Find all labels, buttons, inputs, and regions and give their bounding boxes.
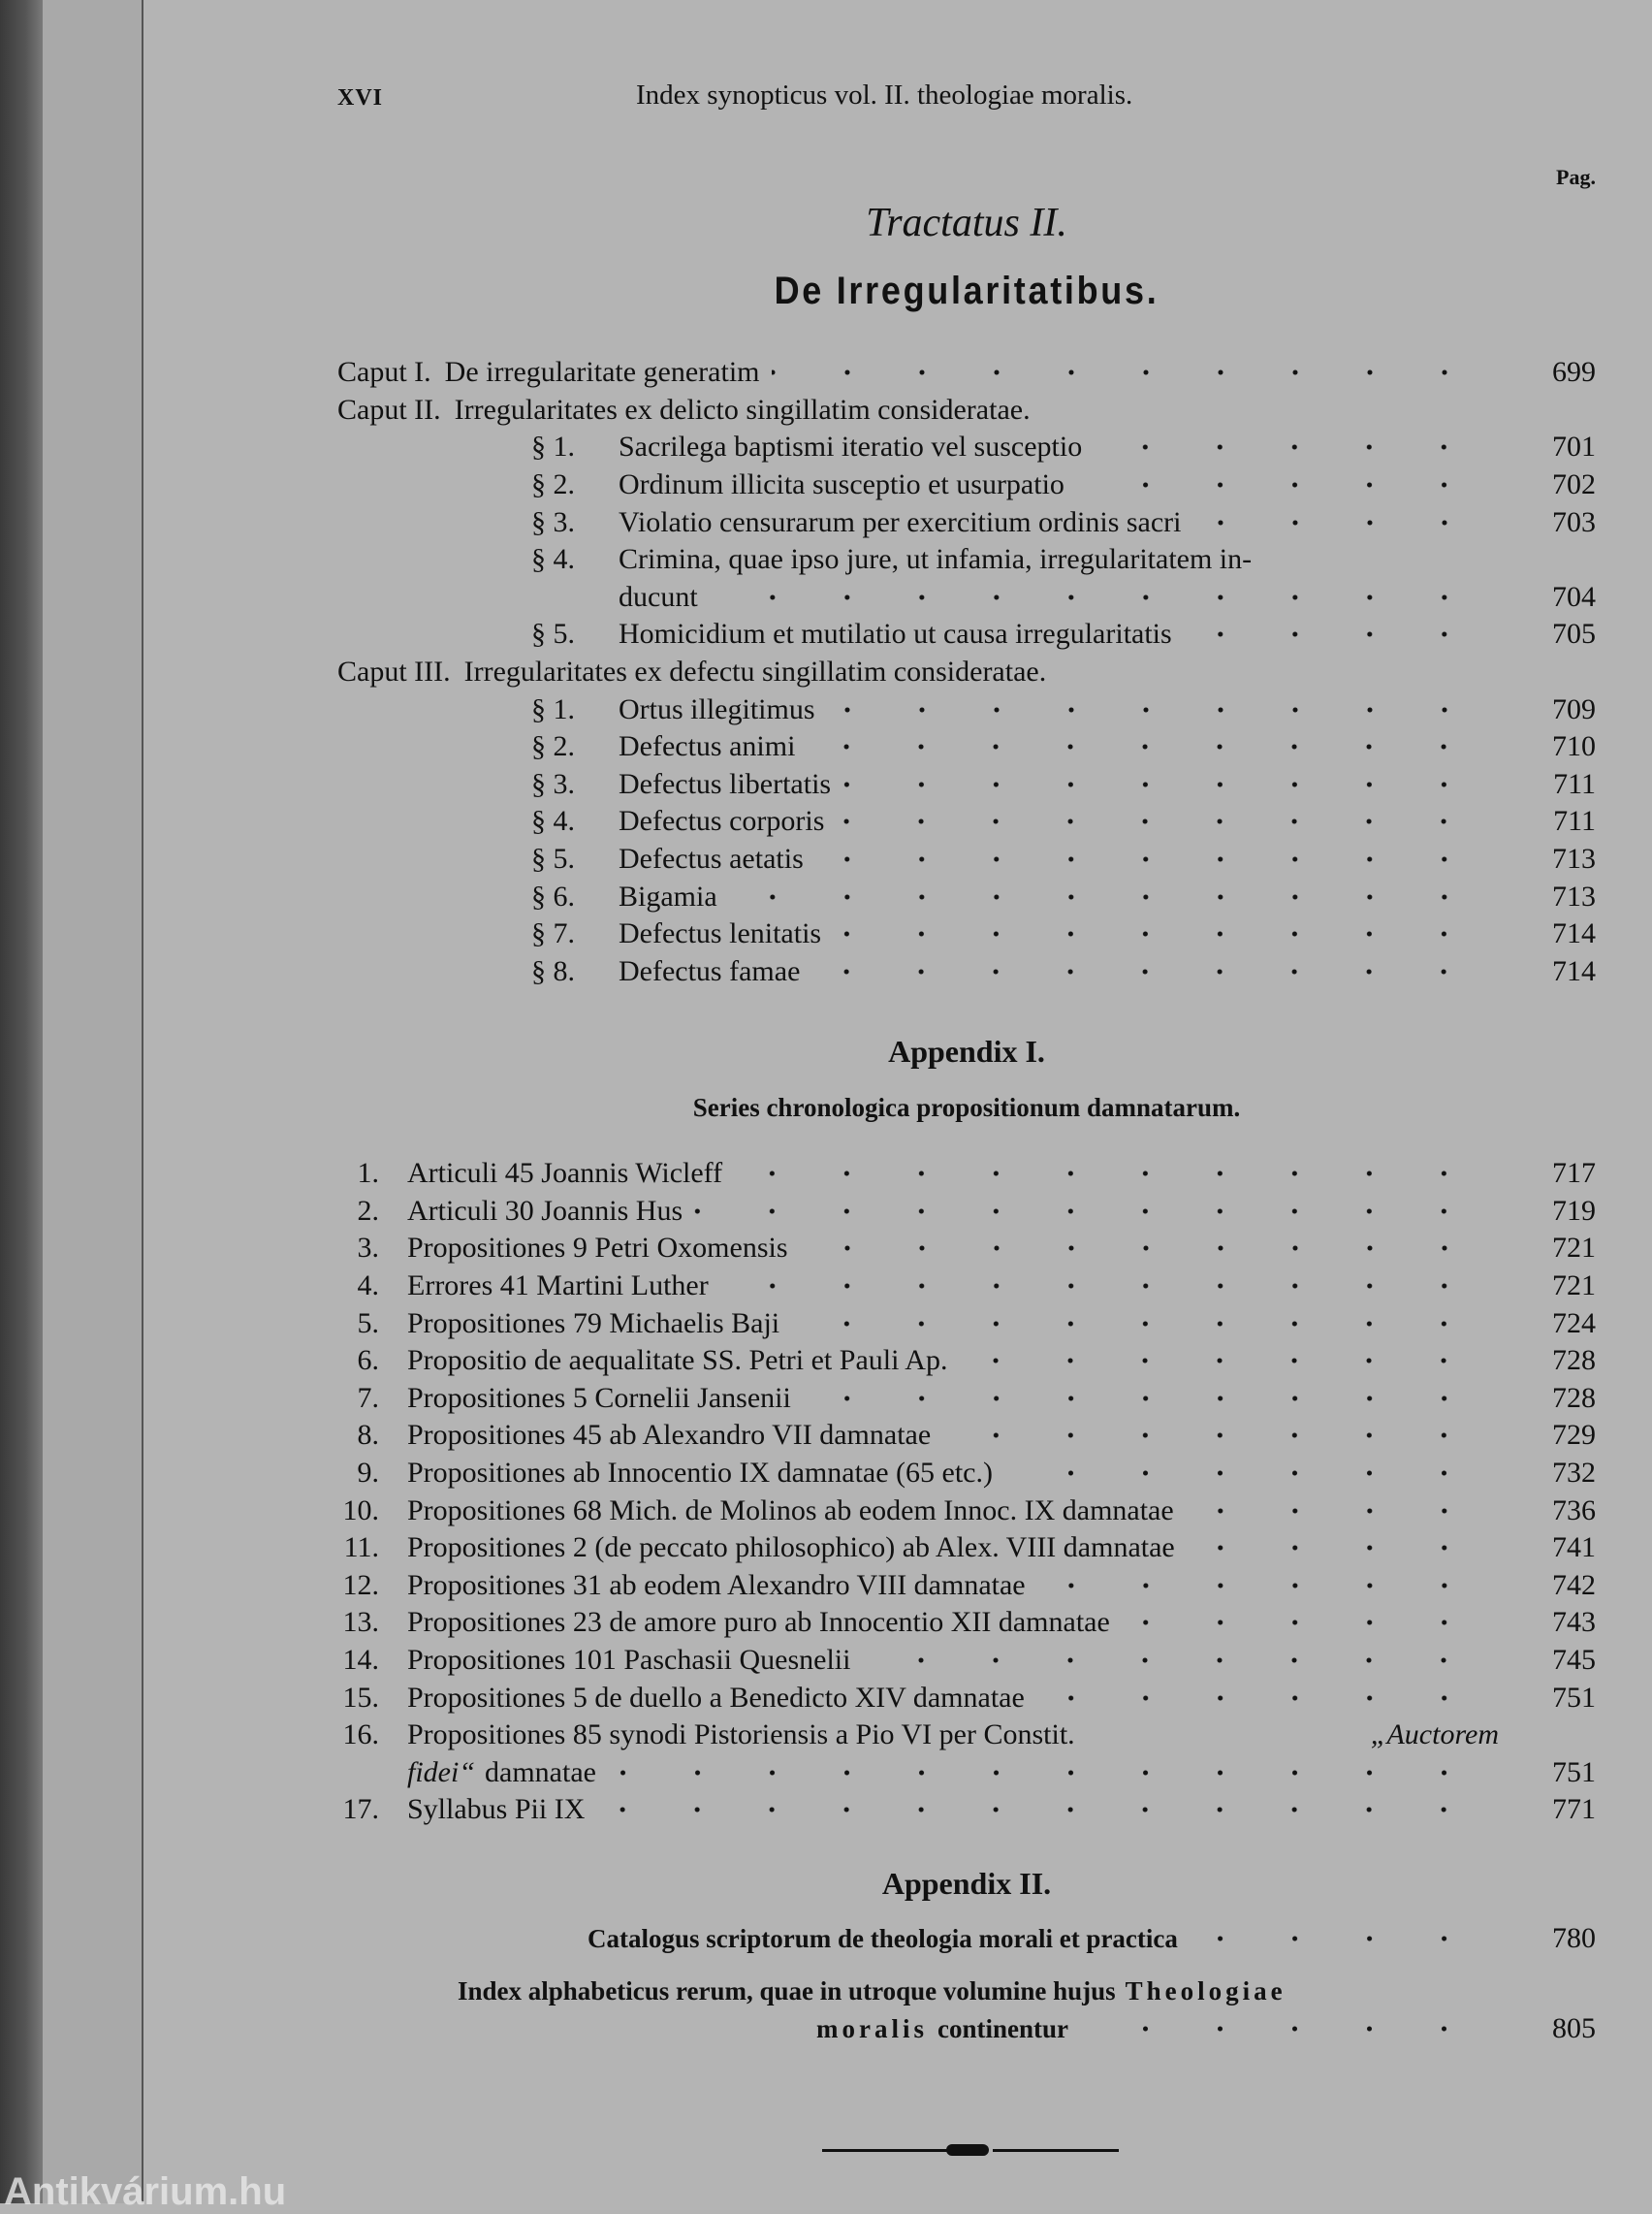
dot-leader	[772, 354, 1482, 391]
proposition-entry	[337, 1604, 1596, 1642]
proposition-entry	[337, 1193, 1596, 1231]
chapter-entry	[337, 654, 1596, 691]
index-entry-line2	[337, 2010, 1596, 2048]
index-title: continentur	[937, 2013, 1068, 2043]
proposition-entry	[337, 1455, 1596, 1492]
item-title: Propositiones 45 ab Alexandro VII damnatae	[407, 1419, 932, 1452]
dot-leader	[1184, 616, 1481, 653]
section-title-continuation: ducunt	[619, 580, 698, 613]
dot-leader	[729, 879, 1481, 915]
page-number: 713	[1552, 843, 1596, 876]
page-number: 699	[1552, 356, 1596, 389]
item-number: 2.	[357, 1194, 379, 1227]
section-label: § 3.	[531, 767, 575, 800]
section-title: Defectus lenitatis	[619, 917, 822, 950]
tractatus-title: Tractatus II.	[866, 201, 1067, 245]
proposition-entry	[337, 1679, 1596, 1717]
page-number: 711	[1553, 767, 1596, 800]
section-title: Sacrilega baptismi iteratio vel susceptio	[619, 431, 1083, 464]
item-number: 7.	[357, 1381, 379, 1414]
item-number: 12.	[342, 1568, 379, 1601]
item-title: Propositiones 9 Petri Oxomensis	[407, 1232, 788, 1265]
page-number: 710	[1552, 730, 1596, 763]
index-entry-line1	[337, 1973, 1596, 2011]
section-title: Violatio censurarum per exercitium ordinis sacri	[619, 505, 1182, 538]
page-number: 743	[1552, 1606, 1596, 1639]
section-label: § 7.	[531, 917, 575, 950]
dot-leader	[1076, 466, 1481, 503]
proposition-entry	[337, 1791, 1596, 1829]
section-entry	[337, 878, 1596, 915]
proposition-entry	[337, 1492, 1596, 1529]
item-title: Propositiones ab Innocentio IX damnatae (65 etc.)	[407, 1457, 993, 1490]
section-label: § 1.	[531, 692, 575, 725]
page-number: 709	[1552, 692, 1596, 725]
proposition-entry	[337, 1304, 1596, 1342]
section-label: § 5.	[531, 618, 575, 651]
dot-leader	[1004, 1455, 1481, 1492]
section-entry	[337, 503, 1596, 541]
page-number: 745	[1552, 1644, 1596, 1677]
item-title: Articuli 45 Joannis Wicleff	[407, 1157, 723, 1190]
page-number: 713	[1552, 880, 1596, 913]
running-title: Index synopticus vol. II. theologiae moralis.	[636, 80, 1133, 111]
dot-leader	[791, 1305, 1481, 1342]
page-number: 751	[1552, 1755, 1596, 1788]
item-title-continuation: damnatae	[485, 1755, 596, 1788]
dot-leader	[1122, 1604, 1481, 1641]
proposition-entry	[337, 1342, 1596, 1380]
section-title: Ortus illegitimus	[619, 692, 815, 725]
propositions-list	[337, 1155, 1596, 1829]
page-number: 721	[1552, 1232, 1596, 1265]
catalogus-title: Catalogus scriptorum de theologia morali et practica	[588, 1923, 1178, 1953]
page-number: 728	[1552, 1381, 1596, 1414]
dot-leader	[842, 766, 1481, 803]
proposition-entry	[337, 1567, 1596, 1605]
section-entry	[337, 466, 1596, 504]
dot-leader	[800, 1230, 1481, 1267]
page-number: 724	[1552, 1306, 1596, 1339]
dot-leader	[710, 579, 1481, 616]
item-number: 11.	[343, 1531, 379, 1564]
dot-leader	[734, 1155, 1481, 1192]
chapter-label: Caput III.	[337, 656, 451, 689]
pag-label: Pag.	[1556, 165, 1596, 189]
section-entry	[337, 728, 1596, 766]
page-number: 703	[1552, 505, 1596, 538]
chapter-title: Irregularitates ex defectu singillatim consideratae.	[463, 656, 1047, 689]
item-number: 8.	[357, 1419, 379, 1452]
item-title: Propositiones 5 Cornelii Jansenii	[407, 1381, 791, 1414]
section-entry	[337, 541, 1596, 579]
section-title: Defectus animi	[619, 730, 796, 763]
watermark: Antikvárium.hu	[4, 2170, 287, 2213]
page-number: 742	[1552, 1568, 1596, 1601]
dot-leader	[803, 1380, 1481, 1417]
proposition-entry	[337, 1380, 1596, 1418]
item-title-italic: „Auctorem	[1370, 1718, 1499, 1751]
item-title: Propositiones 5 de duello a Benedicto XIV damnatae	[407, 1681, 1025, 1714]
page-folio: XVI	[337, 85, 384, 111]
proposition-entry	[337, 1417, 1596, 1455]
dot-leader	[608, 1754, 1481, 1791]
section-label: § 1.	[531, 431, 575, 464]
item-title: Errores 41 Martini Luther	[407, 1269, 709, 1302]
page-number: 702	[1552, 468, 1596, 501]
dot-leader	[833, 915, 1481, 952]
dot-leader	[1094, 429, 1481, 465]
dot-leader	[811, 953, 1481, 990]
section-label: § 2.	[531, 468, 575, 501]
page-number: 729	[1552, 1419, 1596, 1452]
page-number: 805	[1552, 2012, 1596, 2045]
item-title: Propositiones 79 Michaelis Baji	[407, 1306, 780, 1339]
section-entry	[337, 953, 1596, 991]
index-title-spaced: Theologiae	[1125, 1976, 1287, 2006]
page-number: 704	[1552, 580, 1596, 613]
section-entry	[337, 429, 1596, 466]
item-title: Propositiones 101 Paschasii Quesnelii	[407, 1644, 851, 1677]
item-number: 13.	[342, 1606, 379, 1639]
section-title: Crimina, quae ipso jure, ut infamia, irregularitatem in-	[619, 543, 1253, 576]
page-number: 701	[1552, 431, 1596, 464]
item-number: 17.	[342, 1793, 379, 1826]
page-number: 732	[1552, 1457, 1596, 1490]
dot-leader	[1186, 1492, 1481, 1529]
section-title: Ordinum illicita susceptio et usurpatio	[619, 468, 1064, 501]
dot-leader	[862, 1642, 1481, 1679]
chapter-label: Caput II.	[337, 393, 441, 426]
section-entry	[337, 915, 1596, 953]
item-number: 3.	[357, 1232, 379, 1265]
dot-leader	[1187, 1529, 1481, 1566]
section-label: § 4.	[531, 543, 575, 576]
dot-leader	[1190, 1920, 1481, 1957]
page-number: 717	[1552, 1157, 1596, 1190]
item-title: Propositiones 68 Mich. de Molinos ab eodem Innoc. IX damnatae	[407, 1493, 1174, 1526]
dot-leader	[807, 728, 1481, 765]
dot-leader	[720, 1267, 1481, 1304]
item-title-italic: fidei“	[407, 1755, 476, 1788]
page-number: 771	[1552, 1793, 1596, 1826]
section-entry	[337, 803, 1596, 841]
page-number: 780	[1552, 1922, 1596, 1955]
book-binding	[0, 0, 43, 2203]
page-number: 719	[1552, 1194, 1596, 1227]
proposition-entry	[337, 1717, 1596, 1754]
section-label: § 6.	[531, 880, 575, 913]
section-entry	[337, 616, 1596, 654]
proposition-entry	[337, 1642, 1596, 1680]
page-number: 741	[1552, 1531, 1596, 1564]
dot-leader	[1037, 1567, 1481, 1604]
appendix1-title: Appendix I.	[888, 1034, 1045, 1069]
page-number: 714	[1552, 917, 1596, 950]
page-number: 721	[1552, 1269, 1596, 1302]
dot-leader	[942, 1417, 1481, 1454]
chapter-entry	[337, 392, 1596, 430]
page-number: 751	[1552, 1681, 1596, 1714]
appendix1-subtitle: Series chronologica propositionum damnatarum.	[692, 1093, 1241, 1122]
tractatus-subtitle: De Irregularitatibus.	[774, 270, 1160, 312]
dot-leader	[596, 1791, 1481, 1828]
item-number: 6.	[357, 1344, 379, 1377]
page-number: 714	[1552, 954, 1596, 987]
index-title: Index alphabeticus rerum, quae in utroque volumine hujus	[458, 1976, 1116, 2006]
dot-leader	[836, 803, 1481, 840]
dot-leader	[1193, 504, 1481, 541]
chapter-title: Irregularitates ex delicto singillatim consideratae.	[454, 393, 1031, 426]
item-number: 14.	[342, 1644, 379, 1677]
item-title: Syllabus Pii IX	[407, 1793, 586, 1826]
page-number: 736	[1552, 1493, 1596, 1526]
ornament-rule	[822, 2147, 1119, 2153]
dot-leader	[815, 841, 1481, 878]
dot-leader	[827, 691, 1482, 728]
page-number: 705	[1552, 618, 1596, 651]
section-entry	[337, 841, 1596, 879]
item-number: 9.	[357, 1457, 379, 1490]
section-title: Defectus aetatis	[619, 843, 804, 876]
dot-leader	[1080, 2010, 1481, 2047]
page-gutter	[43, 0, 143, 2203]
proposition-entry	[337, 1155, 1596, 1193]
item-number: 16.	[342, 1718, 379, 1751]
catalogus-entry	[337, 1920, 1596, 1958]
item-number: 4.	[357, 1269, 379, 1302]
proposition-entry	[337, 1267, 1596, 1305]
section-label: § 5.	[531, 843, 575, 876]
section-title: Defectus libertatis	[619, 767, 832, 800]
running-head	[337, 80, 1596, 118]
section-label: § 4.	[531, 805, 575, 838]
proposition-entry	[337, 1529, 1596, 1567]
dot-leader	[694, 1193, 1481, 1230]
chapter-title: De irregularitate generatim	[444, 356, 760, 389]
section-entry	[337, 690, 1596, 728]
item-title: Articuli 30 Joannis Hus	[407, 1194, 683, 1227]
chapter-list	[337, 354, 1596, 990]
item-number: 1.	[357, 1157, 379, 1190]
section-title: Homicidium et mutilatio ut causa irregularitatis	[619, 618, 1172, 651]
item-title: Propositiones 23 de amore puro ab Innocentio XII damnatae	[407, 1606, 1110, 1639]
item-number: 5.	[357, 1306, 379, 1339]
section-title: Defectus corporis	[619, 805, 825, 838]
dot-leader	[959, 1342, 1481, 1379]
item-title: Propositiones 85 synodi Pistoriensis a Pio VI per Constit.	[407, 1718, 1075, 1751]
item-title: Propositiones 31 ab eodem Alexandro VIII damnatae	[407, 1568, 1026, 1601]
section-label: § 2.	[531, 730, 575, 763]
section-entry	[337, 766, 1596, 804]
item-number: 15.	[342, 1681, 379, 1714]
section-title: Defectus famae	[619, 954, 801, 987]
page-number: 728	[1552, 1344, 1596, 1377]
item-title: Propositiones 2 (de peccato philosophico) ab Alex. VIII damnatae	[407, 1531, 1175, 1564]
section-label: § 3.	[531, 505, 575, 538]
dot-leader	[1036, 1680, 1481, 1717]
item-title: Propositio de aequalitate SS. Petri et Pauli Ap.	[407, 1344, 948, 1377]
section-label: § 8.	[531, 954, 575, 987]
chapter-label: Caput I.	[337, 356, 431, 389]
proposition-entry-continuation	[337, 1754, 1596, 1792]
section-entry-continuation	[337, 579, 1596, 617]
page-number: 711	[1553, 805, 1596, 838]
item-number: 10.	[342, 1493, 379, 1526]
appendix2-title: Appendix II.	[881, 1866, 1052, 1901]
proposition-entry	[337, 1230, 1596, 1267]
index-title-spaced: moralis	[816, 2013, 928, 2043]
chapter-entry	[337, 354, 1596, 392]
section-title: Bigamia	[619, 880, 717, 913]
appendix2-entries	[337, 1920, 1596, 2048]
